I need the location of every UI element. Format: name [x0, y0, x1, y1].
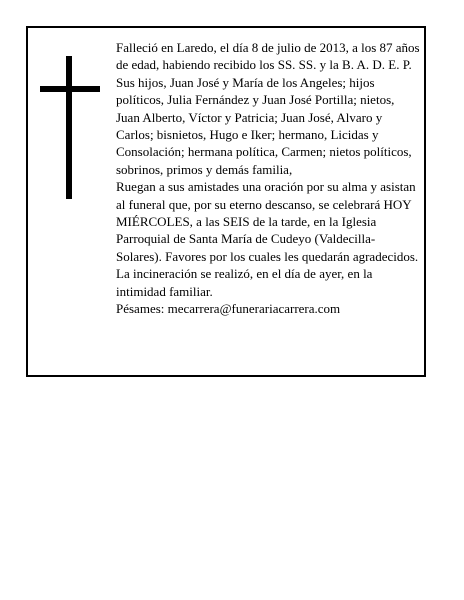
cross-horizontal-bar — [40, 86, 100, 92]
cross-icon — [40, 56, 100, 199]
condolences-contact: Pésames: mecarrera@funerariacarrera.com — [116, 301, 341, 317]
notice-text — [116, 39, 421, 318]
family-list: Sus hijos, Juan José y María de los Angeles; hijos políticos, Julia Fernández y Juan José Portilla; nietos, Juan Alberto, Víctor y Patricia; Juan José, Alvaro y Carlos; bisnietos, Hugo e Iker; hermano, Licidas y Consolación; hermana política, Carmen; nietos políticos, sobrinos, primos y demás familia, — [116, 74, 412, 177]
death-announcement: Falleció en Laredo, el día 8 de julio de 2013, a los 87 años de edad, habiendo recibido los SS. SS. y la B. A. D. E. P. — [116, 40, 420, 73]
cross-vertical-bar — [66, 56, 72, 199]
funeral-details: Ruegan a sus amistades una oración por su alma y asistan al funeral que, por su eterno descanso, se celebrará HOY MIÉRCOLES, a las SEIS de la tarde, en la Iglesia Parroquial de Santa María de Cudeyo (Valdecilla-Solares). Favores por los cuales les quedarán agradecidos. La incineración se realizó, en el día de ayer, en la intimidad familiar. — [116, 179, 419, 299]
obituary-notice — [26, 26, 426, 377]
